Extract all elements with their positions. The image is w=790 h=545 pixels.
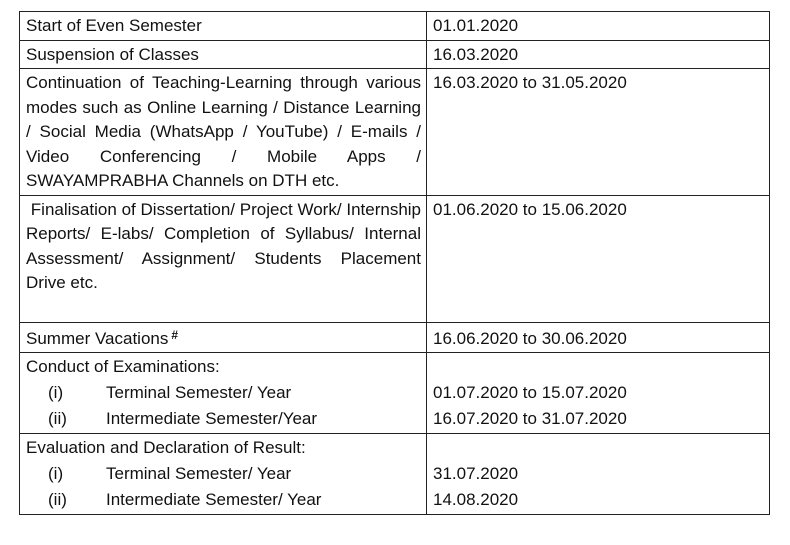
item-number: (i) <box>48 463 64 483</box>
date-cell <box>427 12 770 41</box>
event-cell <box>20 12 427 41</box>
list-item <box>26 487 421 513</box>
section-heading: Evaluation and Declaration of Result: <box>26 438 306 457</box>
event-label: Finalisation of Dissertation/ Project Work/ Internship Reports/ E-labs/ Completion of Syllabus/ Internal Assessment/ Assignment/ Students Placement Drive etc. <box>26 199 426 292</box>
event-label: Suspension of Classes <box>26 44 199 64</box>
event-label: Continuation of Teaching-Learning through various modes such as Online Learning / Distance Learning / Social Media (WhatsApp / YouTube) / E-mails / Video Conferencing / Mobile Apps / SWAYAMPRABHA Channels on DTH etc. <box>26 73 421 190</box>
table-row <box>20 434 770 515</box>
spacer <box>433 355 764 380</box>
event-label: Start of Even Semester <box>26 16 202 35</box>
event-cell <box>20 434 427 515</box>
event-cell <box>20 40 427 69</box>
list-item <box>26 406 421 432</box>
item-label: Intermediate Semester/Year <box>106 408 318 428</box>
academic-calendar-table <box>19 11 770 515</box>
date-cell <box>427 353 770 434</box>
event-label: Summer Vacations <box>26 328 169 348</box>
date-value: 01.01.2020 <box>433 16 519 35</box>
item-number: (ii) <box>48 489 67 509</box>
date-cell <box>427 322 770 353</box>
event-cell <box>20 195 427 322</box>
table-row <box>20 195 770 322</box>
event-cell <box>20 353 427 434</box>
table-row <box>20 40 770 69</box>
date-value: 16.03.2020 to 31.05.2020 <box>433 73 627 92</box>
date-value: 14.08.2020 <box>433 490 519 509</box>
event-cell <box>20 69 427 196</box>
date-value: 16.03.2020 <box>433 44 519 64</box>
item-label: Terminal Semester/ Year <box>106 463 292 483</box>
table-row <box>20 12 770 41</box>
spacer <box>433 436 764 461</box>
table-row <box>20 69 770 196</box>
table-row <box>20 322 770 353</box>
event-cell <box>20 322 427 353</box>
table-row <box>20 353 770 434</box>
date-cell <box>427 40 770 69</box>
date-cell <box>427 195 770 322</box>
item-number: (i) <box>48 382 64 402</box>
list-item <box>26 461 421 487</box>
date-cell <box>427 69 770 196</box>
date-value: 01.07.2020 to 15.07.2020 <box>433 383 627 402</box>
item-label: Terminal Semester/ Year <box>106 382 292 402</box>
date-value: 01.06.2020 to 15.06.2020 <box>433 199 627 219</box>
date-value: 16.06.2020 to 30.06.2020 <box>433 328 627 348</box>
date-value: 31.07.2020 <box>433 464 519 483</box>
section-heading: Conduct of Examinations: <box>26 357 220 376</box>
date-value: 16.07.2020 to 31.07.2020 <box>433 409 627 428</box>
footnote-mark: # <box>171 327 179 342</box>
list-item <box>26 380 421 406</box>
date-cell <box>427 434 770 515</box>
item-number: (ii) <box>48 408 67 428</box>
item-label: Intermediate Semester/ Year <box>106 489 322 509</box>
